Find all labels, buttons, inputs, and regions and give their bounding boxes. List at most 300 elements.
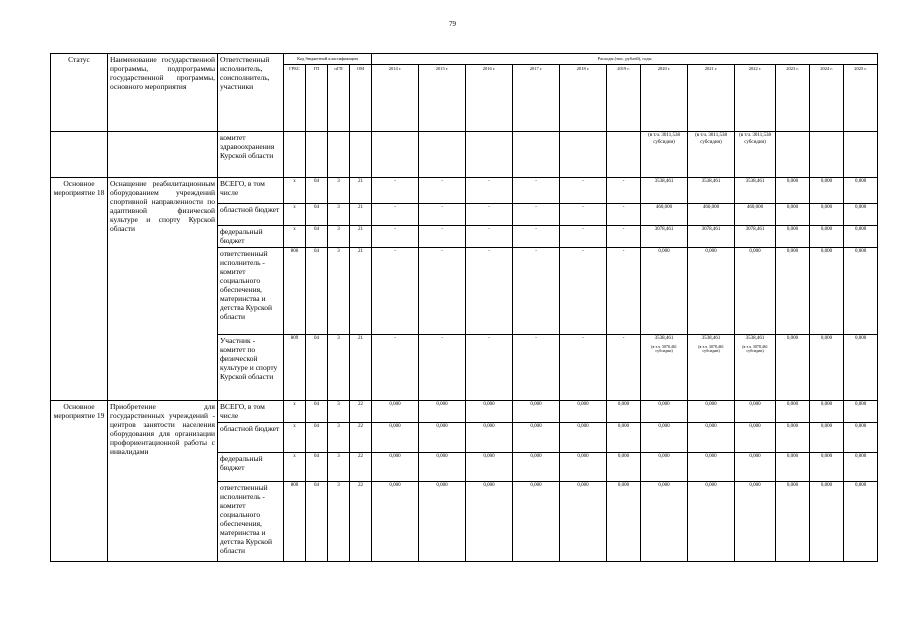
value-text: -: [441, 227, 443, 232]
value-text: 460,000: [746, 205, 764, 210]
value-text: 0,000: [854, 336, 867, 341]
value-cell: [810, 178, 844, 204]
value-text: 0,000: [577, 483, 589, 488]
value-cell: [372, 335, 419, 401]
value-cell: [688, 401, 735, 423]
code-cell: 3: [328, 401, 350, 423]
value-text: -: [441, 249, 443, 254]
value-cell: [810, 132, 844, 178]
value-text: -: [394, 179, 396, 184]
budget-table: [50, 53, 878, 562]
code-cell: 21: [350, 335, 372, 401]
value-text: 3078,461: [654, 227, 674, 232]
value-cell: [776, 132, 810, 178]
value-cell: [810, 204, 844, 226]
code-cell: 3: [328, 423, 350, 453]
code-cell: 3: [328, 204, 350, 226]
value-cell: [372, 178, 419, 204]
value-text: 0,000: [436, 483, 448, 488]
value-cell: [419, 178, 466, 204]
value-cell: [466, 401, 513, 423]
code-cell: [284, 132, 306, 178]
value-text: -: [394, 336, 396, 341]
value-text: 0,000: [854, 424, 867, 429]
value-text: 0,000: [705, 483, 717, 488]
value-text: -: [488, 179, 490, 184]
value-cell: [641, 178, 688, 204]
section-status: Основное мероприятие 19: [51, 401, 108, 562]
value-text: -: [441, 179, 443, 184]
value-cell: [607, 482, 641, 562]
value-text: -: [622, 227, 625, 232]
value-text: 0,000: [854, 179, 867, 184]
subsidy-note: (в т.ч. 3078,461 субсидии): [698, 343, 724, 354]
value-cell: [844, 204, 878, 226]
code-cell: 22: [350, 401, 372, 423]
responsible-cell: ответственный исполнитель - комитет социального обеспечения, материнства и детства Курской области: [218, 248, 284, 335]
value-cell: [560, 335, 607, 401]
value-cell: [419, 226, 466, 248]
value-cell: [607, 204, 641, 226]
value-text: -: [535, 336, 537, 341]
code-cell: 21: [350, 178, 372, 204]
responsible-cell: областной бюджет: [218, 423, 284, 453]
value-cell: [735, 226, 776, 248]
value-text: 3538,461: [745, 336, 765, 341]
value-text: 0,000: [786, 249, 799, 254]
value-text: 0,000: [483, 424, 495, 429]
empty-name-cell: [108, 132, 218, 178]
empty-status-cell: [51, 132, 108, 178]
value-cell: [776, 423, 810, 453]
value-text: 0,000: [820, 205, 833, 210]
value-text: 0,000: [530, 483, 542, 488]
value-text: 3538,461: [654, 336, 674, 341]
value-text: 0,000: [658, 454, 670, 459]
value-text: -: [394, 227, 396, 232]
code-cell: 21: [350, 248, 372, 335]
value-cell: [776, 335, 810, 401]
responsible-cell: ВСЕГО, в том числе: [218, 401, 284, 423]
value-cell: [513, 132, 560, 178]
code-cell: 04: [306, 226, 328, 248]
value-text: 3538,461: [701, 336, 721, 341]
value-cell: [419, 132, 466, 178]
code-cell: 22: [350, 423, 372, 453]
value-cell: [607, 132, 641, 178]
value-text: 0,000: [749, 454, 761, 459]
value-text: -: [582, 179, 584, 184]
value-text: 0,000: [786, 179, 799, 184]
value-text: -: [488, 249, 490, 254]
value-text: 0,000: [530, 402, 542, 407]
value-cell: (в т.ч. 3011,538 субсидии): [688, 132, 735, 178]
value-cell: [735, 248, 776, 335]
value-cell: [607, 178, 641, 204]
value-cell: (в т.ч. 3011,538 субсидии): [641, 132, 688, 178]
value-cell: [419, 335, 466, 401]
value-text: 0,000: [786, 483, 799, 488]
header-year-column: 2014 г.: [372, 65, 419, 132]
value-cell: [513, 453, 560, 482]
value-cell: [466, 248, 513, 335]
responsible-cell: областной бюджет: [218, 204, 284, 226]
value-cell: [735, 482, 776, 562]
value-cell: [641, 482, 688, 562]
header-year-column: 2018 г.: [560, 65, 607, 132]
header-code-column: пГП: [328, 65, 350, 132]
value-cell: [810, 453, 844, 482]
responsible-cell: ответственный исполнитель - комитет социального обеспечения, материнства и детства Курской области: [218, 482, 284, 562]
value-text: 0,000: [389, 424, 401, 429]
value-cell: [513, 423, 560, 453]
value-cell: [776, 482, 810, 562]
value-cell: [810, 248, 844, 335]
code-cell: [328, 132, 350, 178]
value-cell: [560, 132, 607, 178]
responsible-cell: федеральный бюджет: [218, 226, 284, 248]
header-code-column: ГРБС: [284, 65, 306, 132]
header-year-column: 2020 г.: [641, 65, 688, 132]
value-cell: [607, 423, 641, 453]
value-text: 0,000: [436, 424, 448, 429]
value-cell: [560, 226, 607, 248]
value-text: 3538,461: [745, 179, 765, 184]
value-text: 0,000: [786, 336, 799, 341]
value-cell: [776, 178, 810, 204]
value-cell: [735, 204, 776, 226]
responsible-cell: ВСЕГО, в том числе: [218, 178, 284, 204]
value-cell: [607, 453, 641, 482]
value-cell: [844, 423, 878, 453]
section-name: Оснащение реабилитационным оборудованием учреждений спортивной направленности по адаптивной физической культуре и спорту Курской области: [108, 178, 218, 401]
value-cell: [844, 401, 878, 423]
value-text: 0,000: [530, 424, 542, 429]
value-cell: [810, 335, 844, 401]
header-year-column: 2025 г.: [844, 65, 878, 132]
code-cell: 3: [328, 335, 350, 401]
subsidy-note: (в т.ч. 3078,461 субсидии): [742, 343, 768, 354]
value-cell: [607, 401, 641, 423]
value-cell: [560, 248, 607, 335]
header-code-column: ОМ: [350, 65, 372, 132]
header-year-column: 2023 г.: [776, 65, 810, 132]
value-text: 0,000: [820, 179, 833, 184]
header-year-column: 2022 г.: [735, 65, 776, 132]
value-cell: [372, 401, 419, 423]
value-cell: [688, 482, 735, 562]
value-text: 0,000: [658, 483, 670, 488]
header-responsible: Ответственный исполнитель, соисполнитель, участники: [218, 54, 284, 132]
header-year-column: 2024 г.: [810, 65, 844, 132]
value-cell: [372, 482, 419, 562]
header-year-column: 2016 г.: [466, 65, 513, 132]
value-cell: [513, 248, 560, 335]
value-text: -: [394, 205, 396, 210]
value-cell: [688, 453, 735, 482]
code-cell: 3: [328, 248, 350, 335]
value-cell: [560, 453, 607, 482]
value-cell: [844, 453, 878, 482]
value-text: 0,000: [786, 424, 799, 429]
value-text: -: [488, 336, 490, 341]
code-cell: 806: [284, 248, 306, 335]
value-cell: [466, 178, 513, 204]
value-cell: (в т.ч. 3011,538 субсидии): [735, 132, 776, 178]
value-text: 0,000: [577, 424, 589, 429]
value-cell: [844, 335, 878, 401]
value-cell: [776, 401, 810, 423]
value-text: 0,000: [658, 402, 670, 407]
value-cell: [466, 453, 513, 482]
value-cell: [810, 482, 844, 562]
value-cell: [810, 423, 844, 453]
value-cell: [735, 423, 776, 453]
value-cell: [419, 423, 466, 453]
value-cell: [372, 423, 419, 453]
value-text: 0,000: [854, 249, 867, 254]
code-cell: 21: [350, 226, 372, 248]
value-cell: [513, 482, 560, 562]
value-cell: [372, 132, 419, 178]
value-cell: [466, 226, 513, 248]
value-cell: [419, 204, 466, 226]
value-cell: [735, 401, 776, 423]
value-cell: [688, 178, 735, 204]
value-text: 3538,461: [701, 179, 721, 184]
value-cell: [419, 453, 466, 482]
value-text: -: [582, 249, 584, 254]
value-text: 0,000: [617, 424, 630, 429]
value-text: 0,000: [577, 402, 589, 407]
value-text: 0,000: [820, 402, 833, 407]
header-name: Наименование государственной программы, подпрограммы государственной программы, основного мероприятия: [108, 54, 218, 132]
value-text: -: [622, 336, 625, 341]
value-cell: [419, 401, 466, 423]
value-text: 0,000: [854, 227, 867, 232]
value-text: 0,000: [617, 402, 630, 407]
code-cell: [350, 132, 372, 178]
value-cell: [776, 453, 810, 482]
table-row: [51, 401, 878, 423]
value-text: -: [488, 227, 490, 232]
code-cell: 04: [306, 423, 328, 453]
value-text: -: [582, 336, 584, 341]
code-cell: 04: [306, 204, 328, 226]
code-cell: 3: [328, 453, 350, 482]
value-cell: [688, 204, 735, 226]
header-code-column: ГП: [306, 65, 328, 132]
code-cell: х: [284, 178, 306, 204]
value-cell: [607, 335, 641, 401]
value-text: 0,000: [786, 227, 799, 232]
value-text: -: [394, 249, 396, 254]
header-year-column: 2015 г.: [419, 65, 466, 132]
value-cell: [641, 401, 688, 423]
value-cell: [844, 226, 878, 248]
value-text: 0,000: [436, 454, 448, 459]
value-cell: [844, 178, 878, 204]
value-cell: [688, 226, 735, 248]
value-cell: [419, 482, 466, 562]
value-cell: [810, 226, 844, 248]
value-text: 0,000: [820, 227, 833, 232]
value-text: 0,000: [617, 483, 630, 488]
value-cell: [560, 204, 607, 226]
value-text: 0,000: [658, 249, 670, 254]
value-text: 0,000: [389, 402, 401, 407]
code-cell: 22: [350, 453, 372, 482]
header-status: Статус: [51, 54, 108, 132]
code-cell: 04: [306, 248, 328, 335]
value-text: 0,000: [786, 454, 799, 459]
code-cell: х: [284, 453, 306, 482]
value-text: 0,000: [705, 249, 717, 254]
value-text: 3078,461: [745, 227, 765, 232]
value-text: -: [535, 179, 537, 184]
value-cell: [466, 204, 513, 226]
value-text: 0,000: [705, 454, 717, 459]
value-cell: [844, 482, 878, 562]
value-cell: [560, 178, 607, 204]
value-cell: [641, 335, 688, 401]
code-cell: 800: [284, 482, 306, 562]
responsible-cell: федеральный бюджет: [218, 453, 284, 482]
value-text: 0,000: [820, 424, 833, 429]
table-row: [51, 132, 878, 178]
value-text: 0,000: [820, 249, 833, 254]
value-text: -: [622, 179, 625, 184]
responsible-cell: Участник - комитет по физической культуре и спорту Курской области: [218, 335, 284, 401]
code-cell: х: [284, 401, 306, 423]
page-number: 79: [449, 20, 456, 28]
responsible-cell: комитет здравоохранения Курской области: [218, 132, 284, 178]
value-cell: [466, 132, 513, 178]
code-cell: 22: [350, 482, 372, 562]
value-cell: [844, 132, 878, 178]
code-cell: 04: [306, 453, 328, 482]
value-cell: [466, 335, 513, 401]
code-cell: 04: [306, 335, 328, 401]
code-cell: 21: [350, 204, 372, 226]
value-cell: [735, 335, 776, 401]
value-cell: [513, 204, 560, 226]
value-cell: [776, 248, 810, 335]
header-year-column: 2019 г.: [607, 65, 641, 132]
code-cell: 3: [328, 482, 350, 562]
value-cell: [560, 423, 607, 453]
value-cell: [372, 226, 419, 248]
value-text: 460,000: [702, 205, 720, 210]
value-cell: [735, 453, 776, 482]
value-cell: [560, 401, 607, 423]
value-text: -: [535, 205, 537, 210]
value-text: -: [582, 227, 584, 232]
value-cell: [560, 482, 607, 562]
value-text: 0,000: [436, 402, 448, 407]
value-text: 0,000: [658, 424, 670, 429]
code-cell: 04: [306, 178, 328, 204]
section-name: Приобретение для государственных учреждений - центров занятости населения оборудования для организации профориентационной работы с инвалидами: [108, 401, 218, 562]
value-text: 0,000: [820, 454, 833, 459]
value-cell: [641, 453, 688, 482]
value-text: 0,000: [705, 402, 717, 407]
value-cell: [688, 248, 735, 335]
value-cell: [513, 226, 560, 248]
value-text: 3538,461: [654, 179, 674, 184]
value-text: 0,000: [483, 454, 495, 459]
value-text: 0,000: [749, 402, 761, 407]
value-cell: [513, 335, 560, 401]
value-cell: [372, 204, 419, 226]
value-text: -: [488, 205, 490, 210]
value-cell: [419, 248, 466, 335]
value-text: 0,000: [786, 205, 799, 210]
value-text: 0,000: [786, 402, 799, 407]
value-text: 0,000: [854, 483, 867, 488]
value-cell: [607, 226, 641, 248]
value-cell: [513, 401, 560, 423]
code-cell: 3: [328, 178, 350, 204]
value-cell: [776, 226, 810, 248]
value-text: 0,000: [749, 249, 761, 254]
value-text: 0,000: [483, 483, 495, 488]
value-text: -: [622, 249, 625, 254]
value-cell: [641, 204, 688, 226]
header-expenses-group: Расходы (тыс. рублей), годы: [372, 54, 878, 65]
value-text: 0,000: [389, 454, 401, 459]
header-year-column: 2017 г.: [513, 65, 560, 132]
value-text: -: [582, 205, 584, 210]
code-cell: х: [284, 204, 306, 226]
header-budget-code-group: Код бюджетной классификации: [284, 54, 372, 65]
value-text: -: [535, 227, 537, 232]
value-text: 0,000: [820, 483, 833, 488]
value-cell: [641, 226, 688, 248]
value-text: 0,000: [749, 424, 761, 429]
value-cell: [372, 248, 419, 335]
subsidy-note: (в т.ч. 3078,461 субсидии): [651, 343, 677, 354]
value-cell: [641, 248, 688, 335]
value-text: 0,000: [854, 402, 867, 407]
value-text: 0,000: [854, 205, 867, 210]
value-cell: [607, 248, 641, 335]
value-text: 0,000: [577, 454, 589, 459]
value-text: 0,000: [854, 454, 867, 459]
value-text: -: [622, 205, 625, 210]
value-text: 3078,461: [701, 227, 721, 232]
value-cell: [513, 178, 560, 204]
code-cell: 04: [306, 482, 328, 562]
value-text: -: [441, 336, 443, 341]
value-cell: [844, 248, 878, 335]
value-cell: [372, 453, 419, 482]
value-cell: [735, 178, 776, 204]
value-text: 460,000: [655, 205, 673, 210]
code-cell: х: [284, 423, 306, 453]
code-cell: [306, 132, 328, 178]
code-cell: х: [284, 226, 306, 248]
code-cell: 3: [328, 226, 350, 248]
value-cell: [466, 482, 513, 562]
value-text: 0,000: [389, 483, 401, 488]
value-cell: [466, 423, 513, 453]
value-text: 0,000: [530, 454, 542, 459]
code-cell: 809: [284, 335, 306, 401]
table-row: [51, 178, 878, 204]
value-cell: [641, 423, 688, 453]
table-row: [51, 54, 878, 65]
